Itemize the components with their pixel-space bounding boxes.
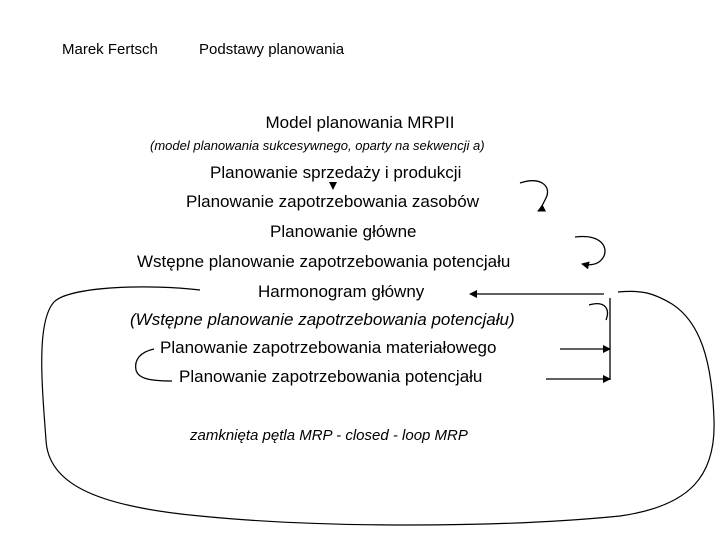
down-triangle xyxy=(329,182,337,190)
bracket-top xyxy=(520,181,548,211)
course-title: Podstawy planowania xyxy=(199,41,345,58)
bracket-right-curve xyxy=(589,304,607,320)
author-name: Marek Fertsch xyxy=(62,41,158,58)
bracket-middle xyxy=(575,237,605,265)
step-4: Wstępne planowanie zapotrzebowania potencjału xyxy=(137,252,511,271)
step-3: Planowanie główne xyxy=(270,222,417,241)
step-5: Harmonogram główny xyxy=(258,282,425,301)
step-7: Planowanie zapotrzebowania materiałowego xyxy=(160,338,497,357)
step-1: Planowanie sprzedaży i produkcji xyxy=(210,163,462,182)
step-2: Planowanie zapotrzebowania zasobów xyxy=(186,192,479,211)
step-8: Planowanie zapotrzebowania potencjału xyxy=(179,367,483,386)
diagram-subtitle: (model planowania sukcesywnego, oparty na sekwencji a) xyxy=(150,138,485,153)
diagram-title: Model planowania MRPII xyxy=(265,113,455,132)
closed-loop-label: zamknięta pętla MRP - closed - loop MRP xyxy=(190,427,468,444)
step-6: (Wstępne planowanie zapotrzebowania potencjału) xyxy=(130,310,515,329)
